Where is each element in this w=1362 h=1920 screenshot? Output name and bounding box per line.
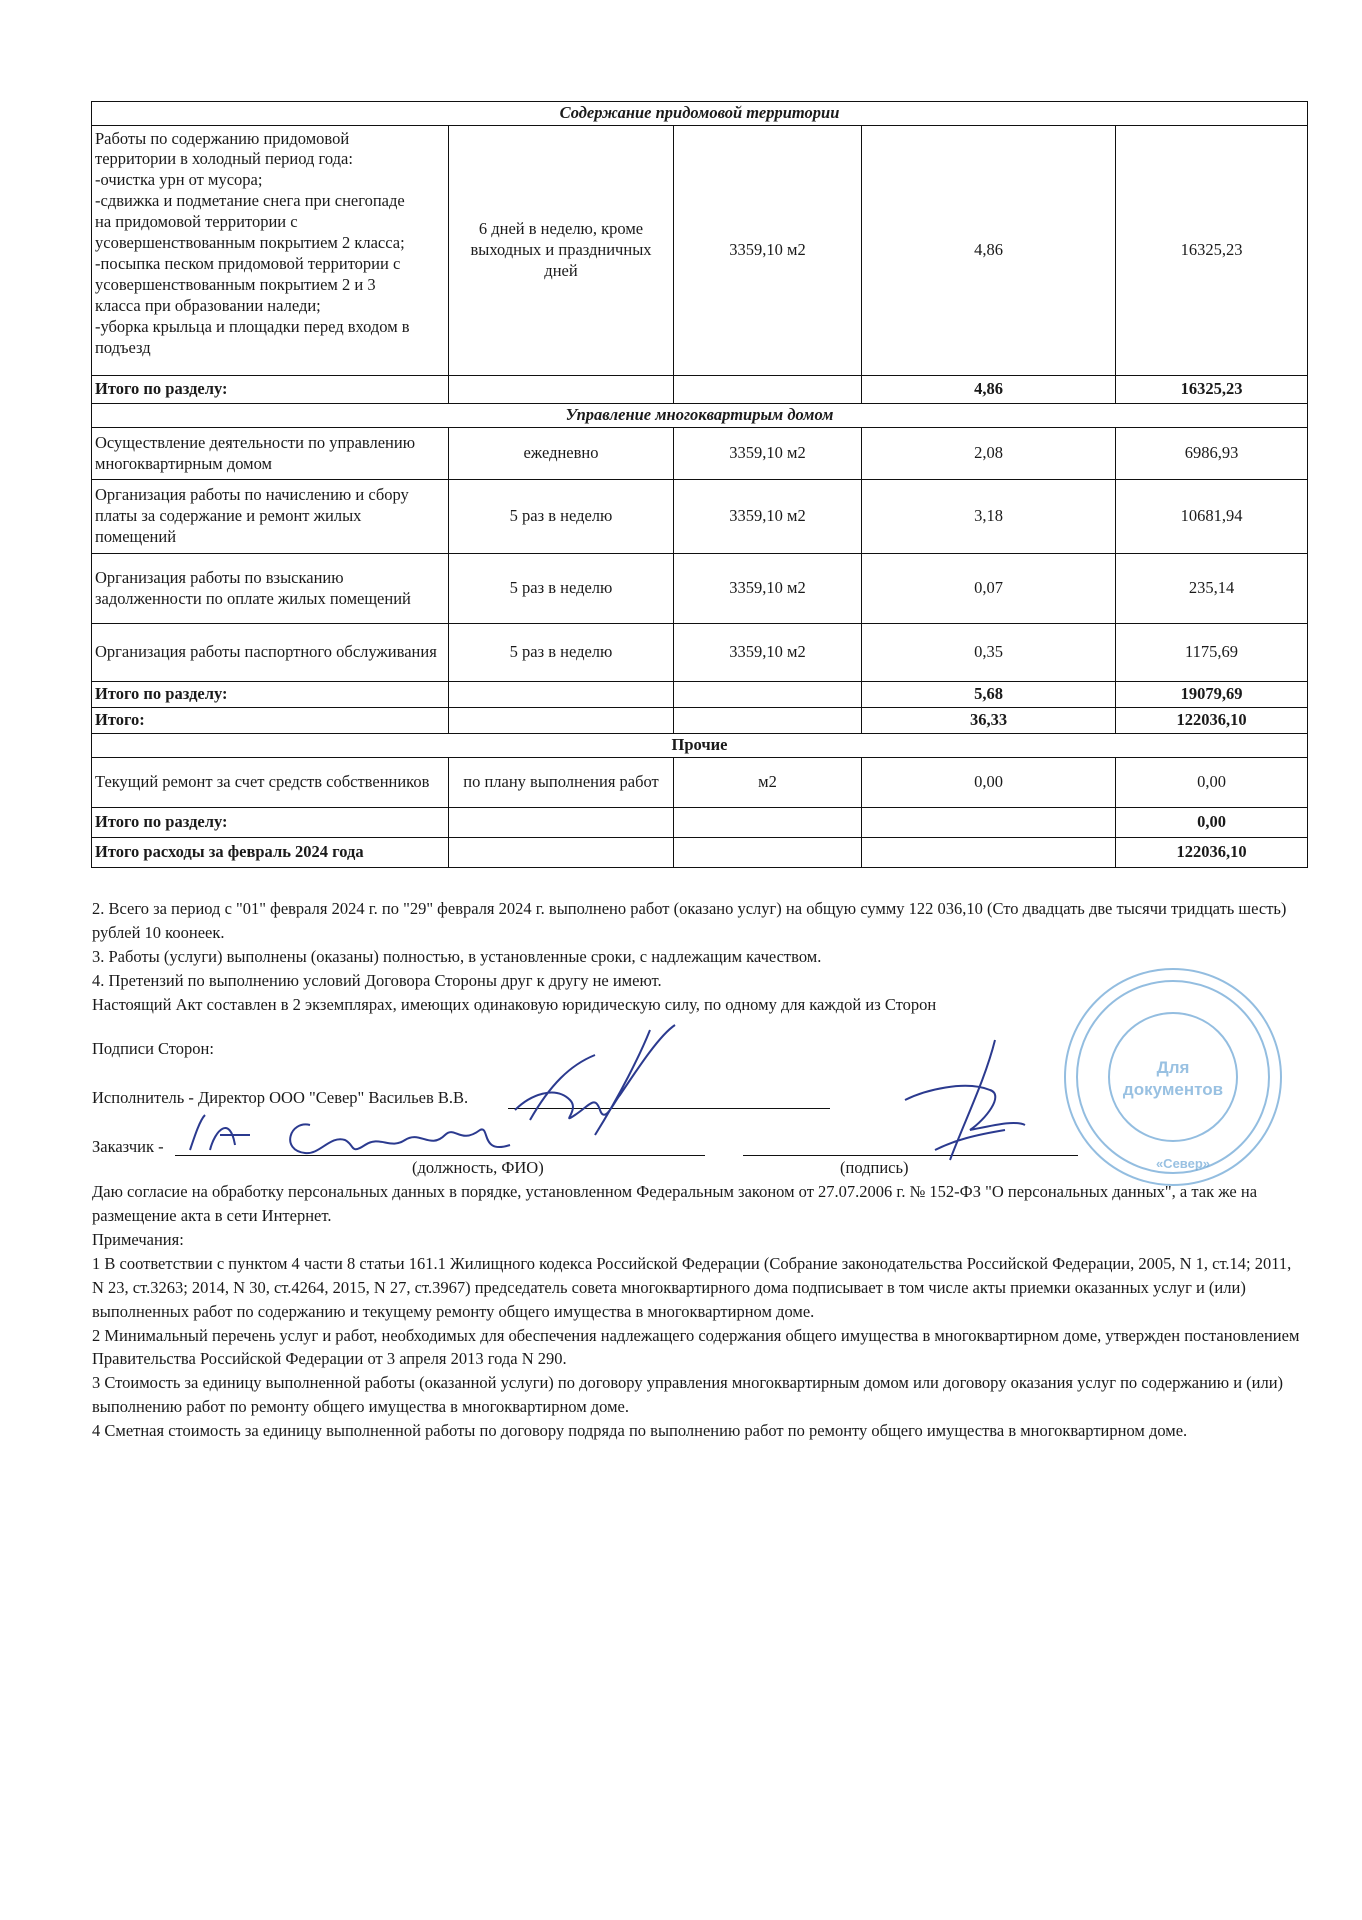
clause-4: 4. Претензий по выполнению условий Договора Стороны друг к другу не имеют. xyxy=(92,970,662,990)
amount-cell: 1175,69 xyxy=(1116,624,1308,682)
organization-stamp xyxy=(1058,958,1288,1196)
amount-cell: 16325,23 xyxy=(1116,126,1308,376)
amount-cell: 10681,94 xyxy=(1116,480,1308,554)
signatures-title: Подписи Сторон: xyxy=(92,1039,214,1058)
note-2: 2 Минимальный перечень услуг и работ, необходимых для обеспечения надлежащего содержания общего имущества в многоквартирном доме, утвержден постановлением Правительства Российской Федерации от 3 апреля 2013 года N 290. xyxy=(92,1325,1300,1369)
rate-cell: 0,07 xyxy=(862,554,1116,624)
signature-stroke xyxy=(905,1040,1025,1160)
section-header-management xyxy=(92,404,1308,428)
notes-title: Примечания: xyxy=(92,1229,184,1249)
amount-cell: 235,14 xyxy=(1116,554,1308,624)
customer-label: Заказчик - xyxy=(92,1137,164,1156)
table-row xyxy=(92,624,1308,682)
frequency-cell: 5 раз в неделю xyxy=(449,480,674,554)
section-title: Управление многоквартирым домом xyxy=(92,404,1308,428)
note-3: 3 Стоимость за единицу выполненной работы (оказанной услуги) по договору управления многоквартирным домом или договору оказания услуг по содержанию и (или) выполнению работ по ремонту общего имущества в многоквартирном доме. xyxy=(92,1373,1284,1417)
signature-caption: (подпись) xyxy=(840,1158,909,1177)
total-amount: 19079,69 xyxy=(1116,682,1308,708)
work-description: Текущий ремонт за счет средств собственников xyxy=(92,757,449,807)
rate-cell: 4,86 xyxy=(862,126,1116,376)
notes-block xyxy=(92,1180,1302,1443)
table-row xyxy=(92,480,1308,554)
stamp-text: Для xyxy=(1156,1058,1190,1077)
note-4: 4 Сметная стоимость за единицу выполненной работы по договору подряда по выполнению работ по ремонту общего имущества в многоквартирном доме. xyxy=(92,1421,1188,1441)
area-cell: 3359,10 м2 xyxy=(674,126,862,376)
area-cell: м2 xyxy=(674,757,862,807)
copies-clause: Настоящий Акт составлен в 2 экземплярах, имеющих одинаковую юридическую силу, по одному для каждой из Сторон xyxy=(92,994,937,1014)
desc-line: подъезд xyxy=(95,338,151,358)
work-description xyxy=(92,126,449,376)
executor-signature xyxy=(500,1015,700,1175)
total-amount: 16325,23 xyxy=(1116,376,1308,404)
desc-line: -очистка урн от мусора; xyxy=(95,170,263,190)
amount-cell: 0,00 xyxy=(1116,757,1308,807)
desc-line: класса при образовании наледи; xyxy=(95,296,321,316)
total-rate: 4,86 xyxy=(862,376,1116,404)
total-label: Итого по разделу: xyxy=(92,682,449,708)
amount-cell: 6986,93 xyxy=(1116,428,1308,480)
total-label: Итого по разделу: xyxy=(92,807,449,837)
total-amount: 0,00 xyxy=(1116,807,1308,837)
desc-line: на придомовой территории с xyxy=(95,212,298,232)
desc-line: территории в холодный период года: xyxy=(95,149,353,169)
position-caption: (должность, ФИО) xyxy=(412,1158,544,1177)
clause-2: 2. Всего за период с "01" февраля 2024 г. по "29" февраля 2024 г. выполнено работ (оказано услуг) на общую сумму 122 036,10 (Сто двадцать две тысячи тридцать шесть) рублей 10 коонеек. xyxy=(92,899,1287,942)
services-table xyxy=(91,101,1308,868)
section-header-territory xyxy=(92,102,1308,126)
expenses-total-row xyxy=(92,837,1308,867)
desc-line: Работы по содержанию придомовой xyxy=(95,128,350,148)
section-total-row xyxy=(92,807,1308,837)
area-cell: 3359,10 м2 xyxy=(674,480,862,554)
total-label: Итого расходы за февраль 2024 года xyxy=(92,837,449,867)
total-rate: 36,33 xyxy=(862,708,1116,734)
total-rate: 5,68 xyxy=(862,682,1116,708)
clause-3: 3. Работы (услуги) выполнены (оказаны) полностью, в установленные сроки, с надлежащим качеством. xyxy=(92,946,822,966)
stamp-text: документов xyxy=(1122,1080,1224,1099)
frequency-cell: по плану выполнения работ xyxy=(449,757,674,807)
frequency-cell: 5 раз в неделю xyxy=(449,554,674,624)
section-title: Прочие xyxy=(92,734,1308,758)
signature-stroke xyxy=(190,1115,510,1153)
grand-total-row xyxy=(92,708,1308,734)
section-total-row xyxy=(92,376,1308,404)
total-amount: 122036,10 xyxy=(1116,708,1308,734)
area-cell: 3359,10 м2 xyxy=(674,624,862,682)
section-header-other xyxy=(92,734,1308,758)
frequency-cell: 6 дней в неделю, кроме выходных и праздничных дней xyxy=(449,126,674,376)
total-label: Итого по разделу: xyxy=(92,376,449,404)
rate-cell: 0,00 xyxy=(862,757,1116,807)
rate-cell: 3,18 xyxy=(862,480,1116,554)
table-row xyxy=(92,126,1308,376)
customer-signature xyxy=(895,1030,1035,1170)
desc-line: -посыпка песком придомовой территории с xyxy=(95,254,401,274)
table-row xyxy=(92,554,1308,624)
stamp-text: «Север» xyxy=(1155,1156,1211,1171)
frequency-cell: 5 раз в неделю xyxy=(449,624,674,682)
section-title: Содержание придомовой территории xyxy=(92,102,1308,126)
signature-stroke xyxy=(515,1025,675,1135)
table-row xyxy=(92,428,1308,480)
desc-line: -уборка крыльца и площадки перед входом в xyxy=(95,317,410,337)
desc-line: усовершенствованным покрытием 2 и 3 xyxy=(95,275,376,295)
work-description: Организация работы паспортного обслуживания xyxy=(92,624,449,682)
rate-cell: 0,35 xyxy=(862,624,1116,682)
note-1: 1 В соответствии с пунктом 4 части 8 статьи 161.1 Жилищного кодекса Российской Федерации (Собрание законодательства Российской Федерации, 2005, N 1, ст.14; 2011, N 23, ст.3263; 2014, N 30, ст.4264, 2015, N 27, ст.3967) председатель совета многоквартирного дома подписывает в том числе акты приемки оказанных услуг и (или) выполненных работ по содержанию и текущему ремонту общего имущества в многоквартирном доме. xyxy=(92,1253,1292,1321)
desc-line: -сдвижка и подметание снега при снегопаде xyxy=(95,191,405,211)
customer-signature-name xyxy=(180,1105,520,1175)
work-description: Организация работы по взысканию задолженности по оплате жилых помещений xyxy=(92,554,449,624)
consent-text: Даю согласие на обработку персональных данных в порядке, установленном Федеральным законом от 27.07.2006 г. № 152-ФЗ "О персональных данных", а так же на размещение акта в сети Интернет. xyxy=(92,1182,1258,1225)
table-row xyxy=(92,757,1308,807)
frequency-cell: ежедневно xyxy=(449,428,674,480)
rate-cell: 2,08 xyxy=(862,428,1116,480)
work-description: Организация работы по начислению и сбору платы за содержание и ремонт жилых помещений xyxy=(92,480,449,554)
work-description: Осуществление деятельности по управлению многоквартирным домом xyxy=(92,428,449,480)
total-label: Итого: xyxy=(92,708,449,734)
area-cell: 3359,10 м2 xyxy=(674,554,862,624)
executor-label: Исполнитель - Директор ООО "Север" Васильев В.В. xyxy=(92,1088,469,1107)
desc-line: усовершенствованным покрытием 2 класса; xyxy=(95,233,405,253)
area-cell: 3359,10 м2 xyxy=(674,428,862,480)
total-amount: 122036,10 xyxy=(1116,837,1308,867)
section-total-row xyxy=(92,682,1308,708)
